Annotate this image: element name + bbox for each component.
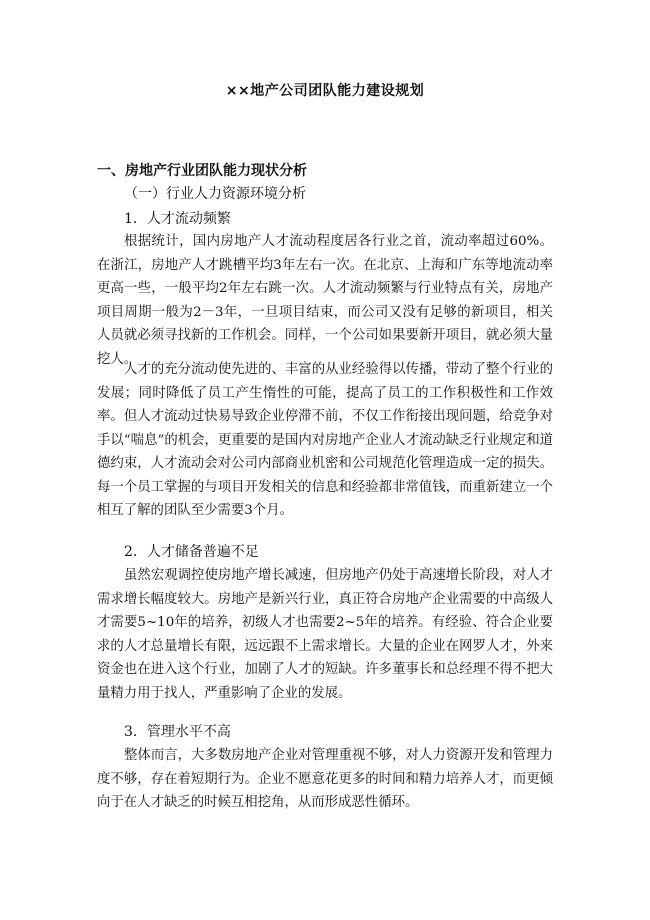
item-heading-2: 2．人才储备普遍不足	[124, 544, 259, 560]
paragraph: 整体而言，大多数房地产企业对管理重视不够，对人力资源开发和管理力度不够，存在着短期行为。企业不愿意花更多的时间和精力培养人才，而更倾向于在人才缺乏的时候互相挖角，从而形成恶性循环。	[97, 748, 553, 810]
document-title: ××地产公司团队能力建设规划	[225, 83, 425, 99]
subsection-heading: （一）行业人力资源环境分析	[124, 186, 306, 202]
item-heading-1: 1．人才流动频繁	[124, 211, 231, 227]
item-heading-3: 3．管理水平不高	[124, 724, 231, 740]
paragraph: 根据统计，国内房地产人才流动程度居各行业之首，流动率超过60%。在浙江，房地产人才跳槽平均3年左右一次。在北京、上海和广东等地流动率更高一些，一般平均2年左右跳一次。人才流动频繁与行业特点有关，房地产项目周期一般为2－3年，一旦项目结束，而公司又没有足够的新项目，相关人员就必须寻找新的工作机会。同样，一个公司如果要新开项目，就必须大量挖人。	[97, 234, 553, 367]
paragraph: 虽然宏观调控使房地产增长减速，但房地产仍处于高速增长阶段，对人才需求增长幅度较大。房地产是新兴行业，真正符合房地产企业需要的中高级人才需要5~10年的培养，初级人才也需要2~5年的培养。有经验、符合企业要求的人才总量增长有限，远远跟不上需求增长。大量的企业在网罗人才，外来资金也在进入这个行业，加剧了人才的短缺。许多董事长和总经理不得不把大量精力用于找人，严重影响了企业的发展。	[97, 568, 553, 701]
paragraph: 人才的充分流动使先进的、丰富的从业经验得以传播，带动了整个行业的发展；同时降低了员工产生惰性的可能，提高了员工的工作积极性和工作效率。但人才流动过快易导致企业停滞不前，不仅工作衔接出现问题，给竞争对手以“喘息”的机会，更重要的是国内对房地产企业人才流动缺乏行业规定和道德约束，人才流动会对公司内部商业机密和公司规范化管理造成一定的损失。每一个员工掌握的与项目开发相关的信息和经验都非常值钱，而重新建立一个相互了解的团队至少需要3个月。	[97, 362, 553, 518]
section-heading: 一、房地产行业团队能力现状分析	[97, 163, 307, 179]
